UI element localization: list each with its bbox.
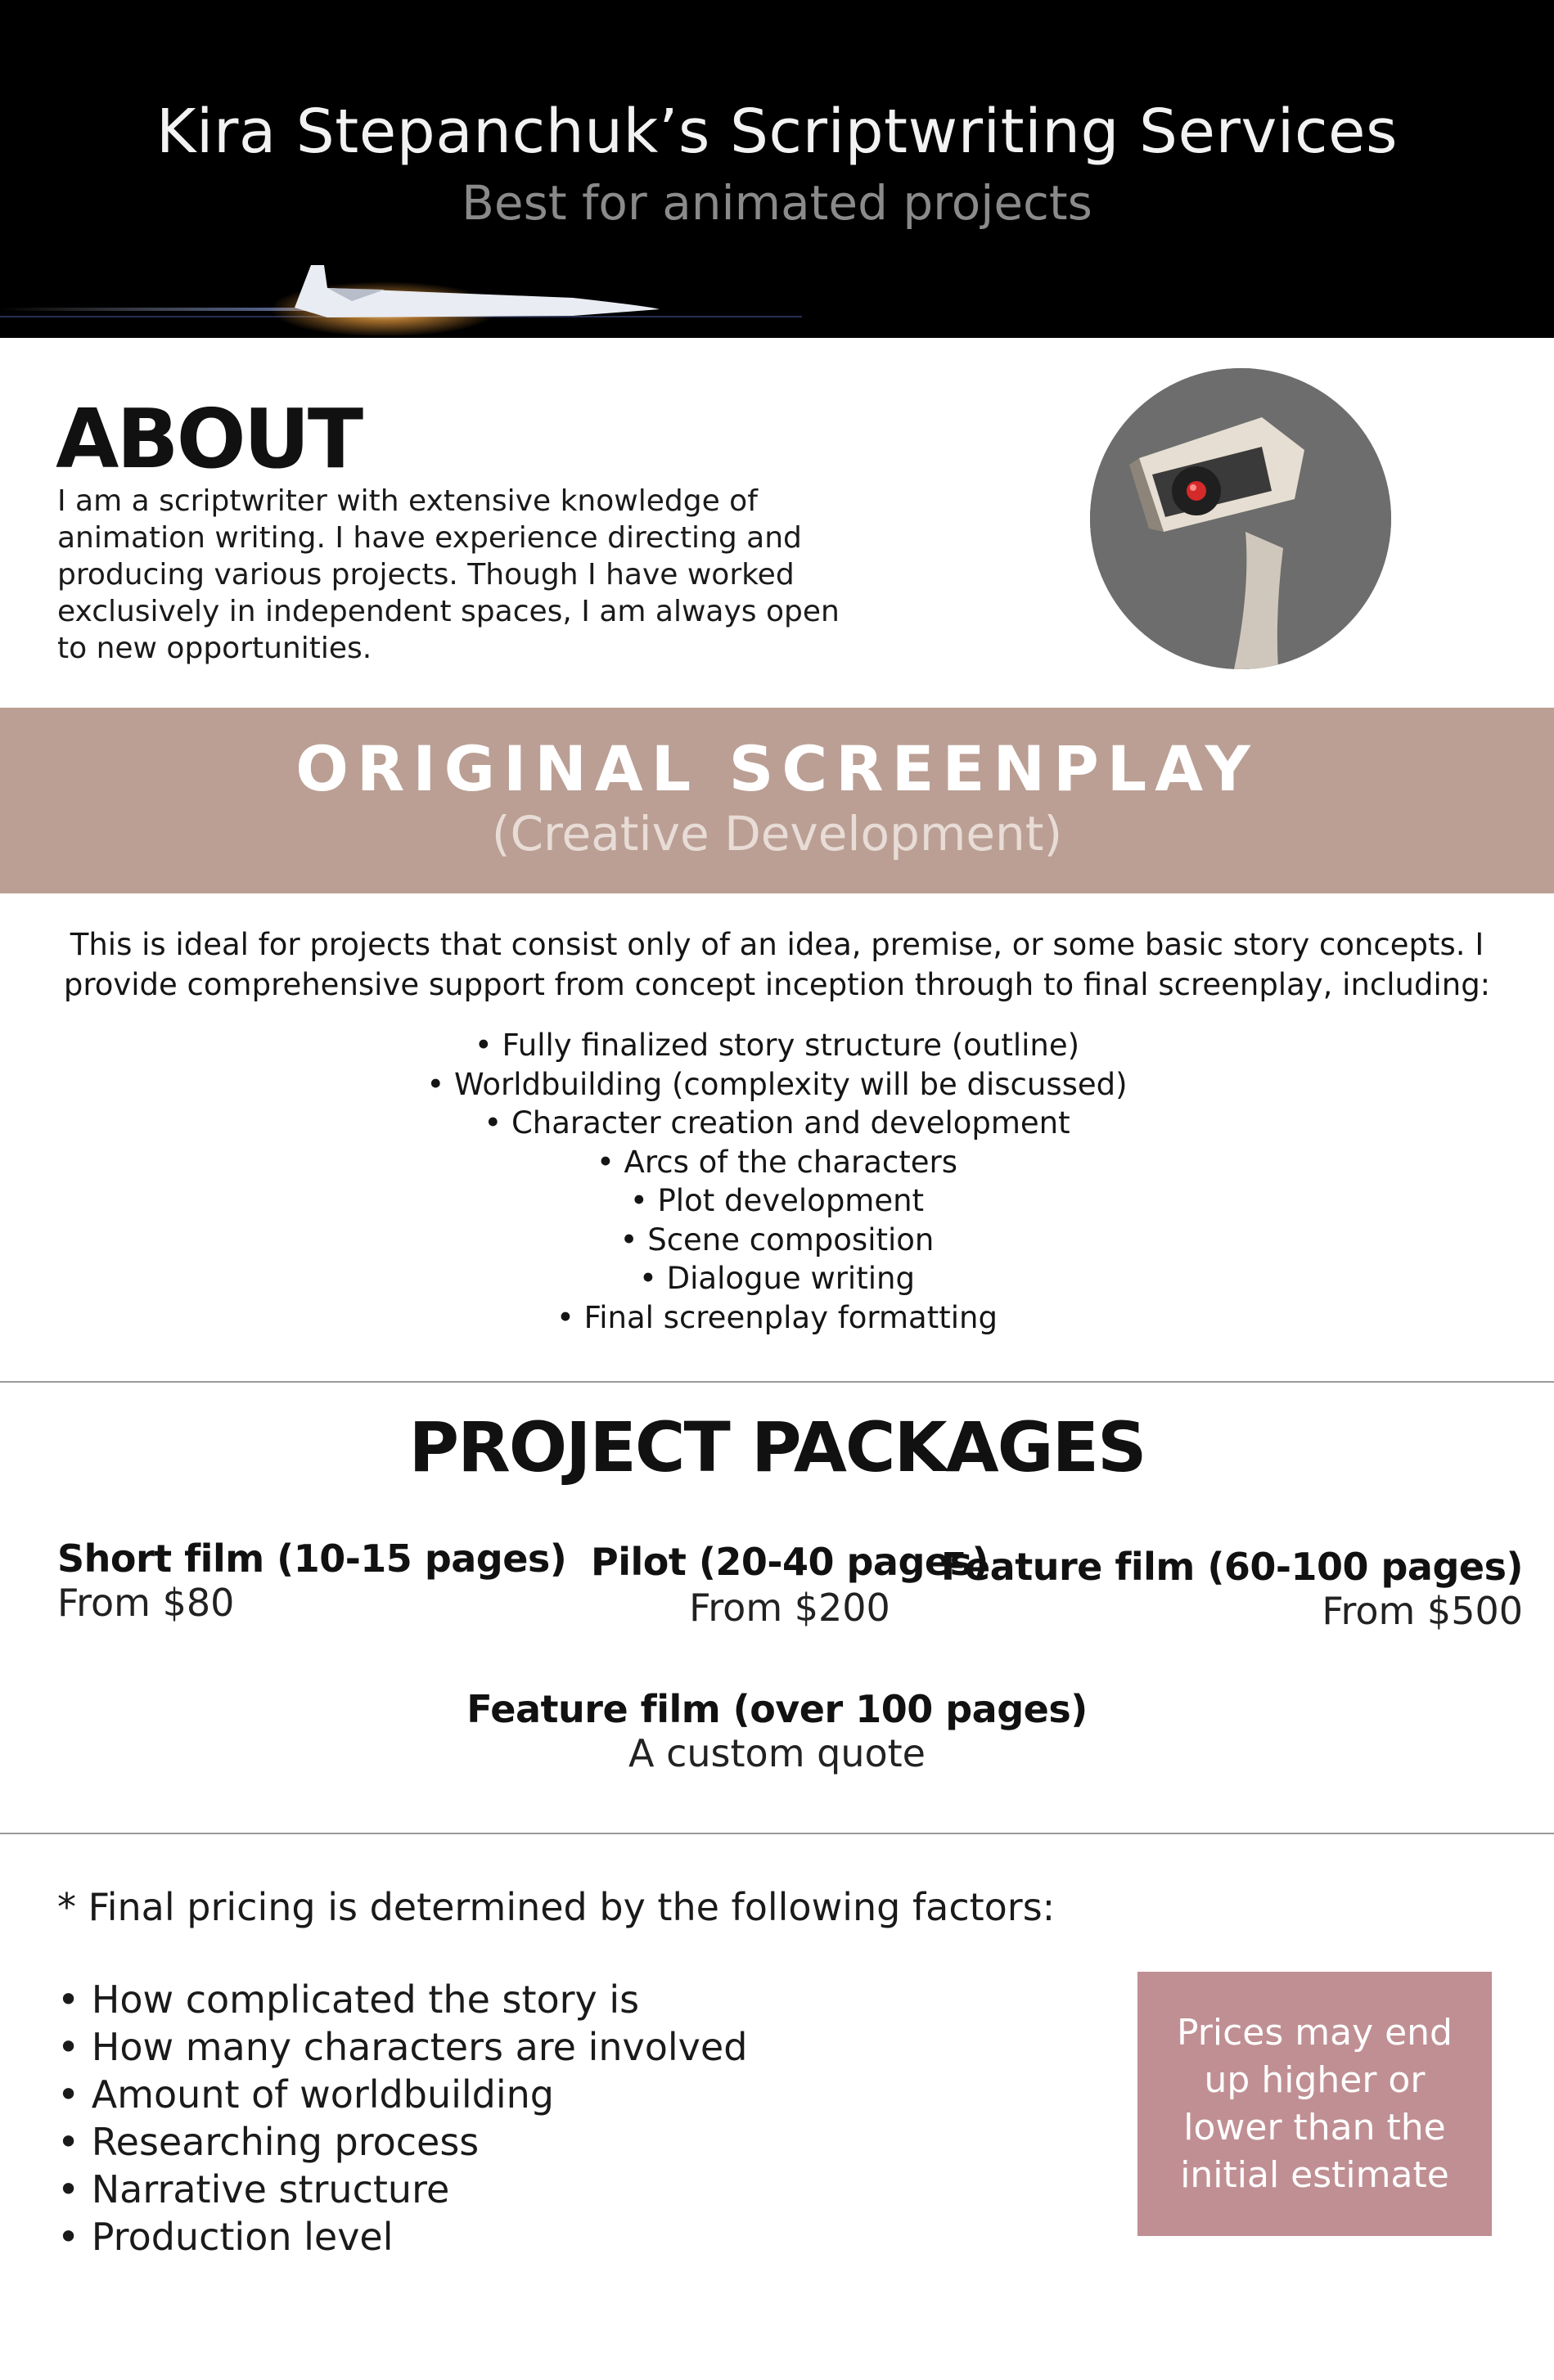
package-name: Feature film (over 100 pages) bbox=[466, 1687, 1088, 1731]
list-item: • Fully finalized story structure (outline) bbox=[474, 1028, 1080, 1063]
package-name: Short film (10-15 pages) bbox=[57, 1536, 567, 1581]
list-item: • Character creation and development bbox=[484, 1105, 1070, 1141]
pricing-note-box bbox=[1137, 1972, 1492, 2236]
list-item: • Production level bbox=[57, 2215, 394, 2259]
pricing-note-text: Prices may end up higher or lower than the initial estimate bbox=[1177, 2011, 1453, 2196]
security-camera-image bbox=[1090, 368, 1391, 669]
list-item: • Researching process bbox=[57, 2120, 480, 2164]
pricing-intro: * Final pricing is determined by the following factors: bbox=[57, 1885, 1056, 1929]
pricing-factor-list bbox=[57, 1976, 747, 2261]
list-item: • Arcs of the characters bbox=[596, 1144, 958, 1180]
package-feature-film bbox=[941, 1545, 1523, 1633]
list-item: • How many characters are involved bbox=[57, 2025, 748, 2069]
packages-heading: PROJECT PACKAGES bbox=[408, 1407, 1146, 1487]
header-banner bbox=[0, 0, 1554, 338]
divider bbox=[0, 1381, 1554, 1383]
jet-image bbox=[0, 237, 818, 335]
package-price: From $80 bbox=[57, 1581, 235, 1625]
screenplay-subtitle: (Creative Development) bbox=[491, 806, 1063, 862]
screenplay-intro: This is ideal for projects that consist only of an idea, premise, or some basic story concepts. I provide comprehensive support from concept inception through to final screenplay, including: bbox=[63, 927, 1491, 1002]
divider bbox=[0, 1833, 1554, 1834]
list-item: • Worldbuilding (complexity will be discussed) bbox=[426, 1066, 1128, 1102]
list-item: • Scene composition bbox=[619, 1221, 935, 1257]
list-item: • Amount of worldbuilding bbox=[57, 2072, 555, 2117]
package-feature-film-long bbox=[0, 1687, 1554, 1775]
list-item: • Final screenplay formatting bbox=[556, 1299, 998, 1335]
list-item: • Dialogue writing bbox=[639, 1261, 915, 1296]
package-short-film bbox=[57, 1536, 566, 1625]
about-text: I am a scriptwriter with extensive knowledge of animation writing. I have experience directing and producing various projects. Though I have worked exclusively in independent spaces, I am always open to new opportunities. bbox=[57, 484, 840, 665]
avatar bbox=[1090, 368, 1391, 669]
list-item: • Plot development bbox=[629, 1183, 925, 1218]
package-price: From $500 bbox=[1322, 1589, 1523, 1633]
screenplay-title: ORIGINAL SCREENPLAY bbox=[295, 732, 1259, 805]
banner-subtitle: Best for animated projects bbox=[462, 175, 1092, 231]
banner-title: Kira Stepanchuk’s Scriptwriting Services bbox=[155, 97, 1399, 167]
package-price: From $200 bbox=[689, 1586, 890, 1630]
package-name: Pilot (20-40 pages) bbox=[590, 1540, 989, 1584]
package-name: Feature film (60-100 pages) bbox=[940, 1545, 1523, 1589]
about-heading: ABOUT bbox=[56, 391, 362, 487]
list-item: • Narrative structure bbox=[57, 2167, 450, 2211]
list-item: • How complicated the story is bbox=[57, 1977, 640, 2022]
package-price: A custom quote bbox=[628, 1731, 926, 1775]
screenplay-bullet-list bbox=[0, 1026, 1554, 1337]
